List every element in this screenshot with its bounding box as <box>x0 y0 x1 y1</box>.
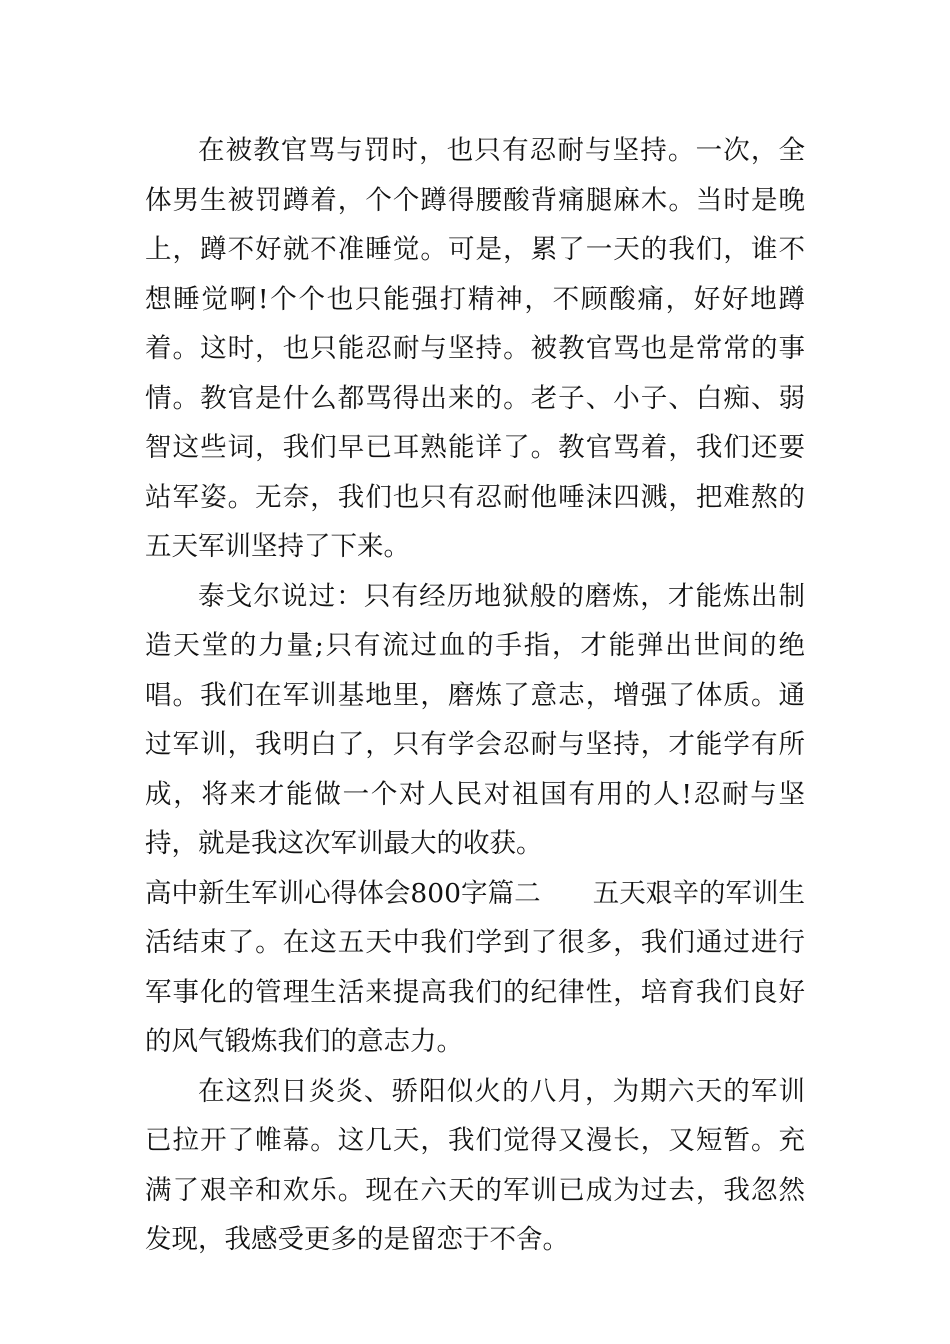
paragraph-3 <box>145 869 805 1067</box>
document-body <box>145 126 805 1265</box>
paragraph-4: 在这烈日炎炎、骄阳似火的八月，为期六天的军训已拉开了帷幕。这几天，我们觉得又漫长，又短暂。充满了艰辛和欢乐。现在六天的军训已成为过去，我忽然发现，我感受更多的是留恋于不舍。 <box>145 1075 805 1255</box>
paragraph-1: 在被教官骂与罚时，也只有忍耐与坚持。一次，全体男生被罚蹲着，个个蹲得腰酸背痛腿麻木。当时是晚上，蹲不好就不准睡觉。可是，累了一天的我们，谁不想睡觉啊!个个也只能强打精神，不顾酸痛，好好地蹲着。这时，也只能忍耐与坚持。被教官骂也是常常的事情。教官是什么都骂得出来的。老子、小子、白痴、弱智这些词，我们早已耳熟能详了。教官骂着，我们还要站军姿。无奈，我们也只有忍耐他唾沫四溅，把难熬的五天军训坚持了下来。 <box>145 135 805 562</box>
paragraph-3-text: 五天艰辛的军训生活结束了。在这五天中我们学到了很多，我们通过进行军事化的管理生活来提高我们的纪律性，培育我们良好的风气锻炼我们的意志力。 <box>145 877 806 1057</box>
paragraph-2: 泰戈尔说过：只有经历地狱般的磨炼，才能炼出制造天堂的力量;只有流过血的手指，才能弹出世间的绝唱。我们在军训基地里，磨炼了意志，增强了体质。通过军训，我明白了，只有学会忍耐与坚持，才能学有所成，将来才能做一个对人民对祖国有用的人!忍耐与坚持，就是我这次军训最大的收获。 <box>145 580 805 859</box>
section-heading: 高中新生军训心得体会800字篇二 <box>145 877 541 909</box>
